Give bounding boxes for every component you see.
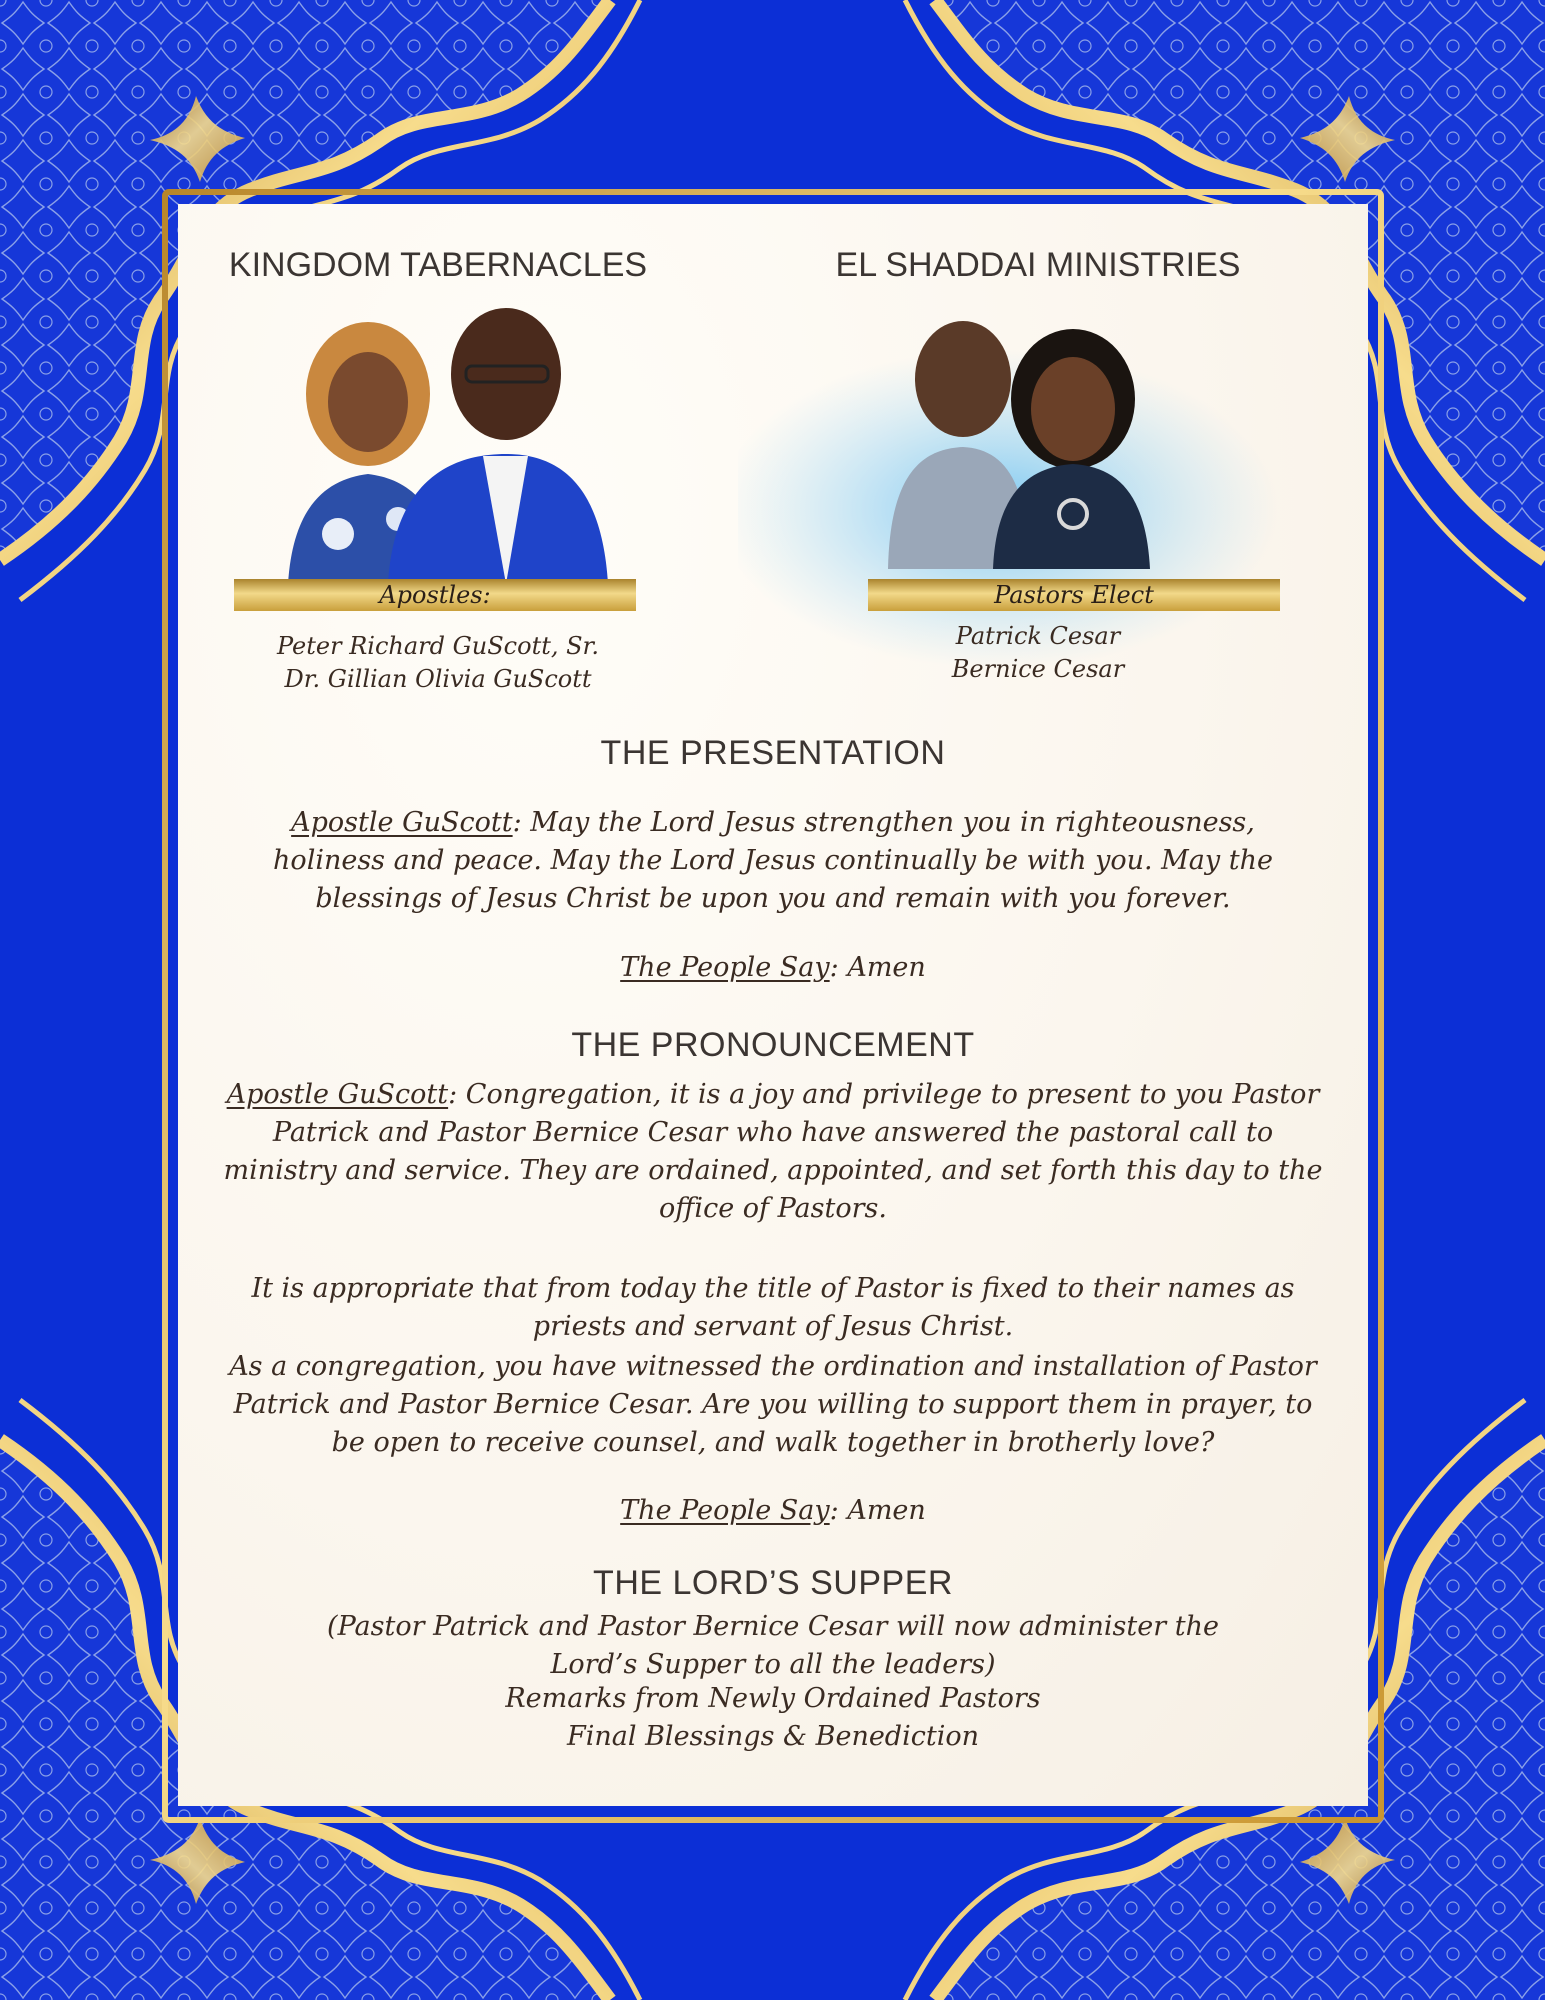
presentation-text <box>258 804 1288 918</box>
pronouncement-body: : Congregation, it is a joy and privilege to present to you Pastor Patrick and Pastor Bernice Cesar who have answered the pastoral call to ministry and service. They are ordained, appointed, and set forth this day to the office of Pastors. <box>223 1079 1323 1224</box>
apostles-title-band: Apostles: <box>234 579 636 611</box>
apostle-name-1: Peter Richard GuScott, Sr. <box>276 632 600 660</box>
pastor-name-1: Patrick Cesar <box>955 622 1121 650</box>
pastors-elect-title-band: Pastors Elect <box>868 579 1280 611</box>
pronouncement-para-3: As a congregation, you have witnessed the ordination and installation of Pastor Patrick and Pastor Bernice Cesar. Are you willing to support them in prayer, to be open to receive counsel, and walk together in brotherly love? <box>229 1351 1317 1458</box>
pronouncement-response-word: : Amen <box>829 1495 926 1526</box>
pronouncement-para-2: It is appropriate that from today the title of Pastor is fixed to their names as priests and servant of Jesus Christ. <box>251 1273 1295 1342</box>
pastor-name-2: Bernice Cesar <box>951 655 1125 683</box>
pronouncement-response-label: The People Say <box>620 1495 830 1526</box>
right-church-name: EL SHADDAI MINISTRIES <box>835 246 1241 284</box>
apostles-photo <box>258 304 608 584</box>
closing-remarks: Remarks from Newly Ordained Pastors <box>505 1683 1041 1714</box>
apostles-names <box>218 630 658 696</box>
pronouncement-speaker: Apostle GuScott <box>226 1079 449 1110</box>
presentation-response-label: The People Say <box>620 952 830 983</box>
supper-text: (Pastor Patrick and Pastor Bernice Cesar will now administer the Lord’s Supper to all the leaders) <box>327 1611 1219 1680</box>
presentation-response-word: : Amen <box>829 952 926 983</box>
presentation-response <box>178 949 1368 987</box>
closing-benediction: Final Blessings & Benediction <box>567 1721 979 1752</box>
program-panel <box>178 204 1368 1806</box>
presentation-speaker: Apostle GuScott <box>291 807 513 838</box>
presentation-heading: THE PRESENTATION <box>600 734 946 772</box>
pronouncement-text <box>216 1076 1330 1228</box>
presentation-body: : May the Lord Jesus strengthen you in righteousness, holiness and peace. May the Lord Jesus continually be with you. May the blessings of Jesus Christ be upon you and remain with you forever. <box>273 807 1273 914</box>
supper-heading: THE LORD’S SUPPER <box>593 1564 953 1602</box>
pronouncement-heading: THE PRONOUNCEMENT <box>571 1026 975 1064</box>
left-church-name: KINGDOM TABERNACLES <box>228 246 648 284</box>
pastors-elect-names <box>818 620 1258 686</box>
apostle-name-2: Dr. Gillian Olivia GuScott <box>284 665 592 693</box>
pronouncement-response <box>178 1492 1368 1530</box>
